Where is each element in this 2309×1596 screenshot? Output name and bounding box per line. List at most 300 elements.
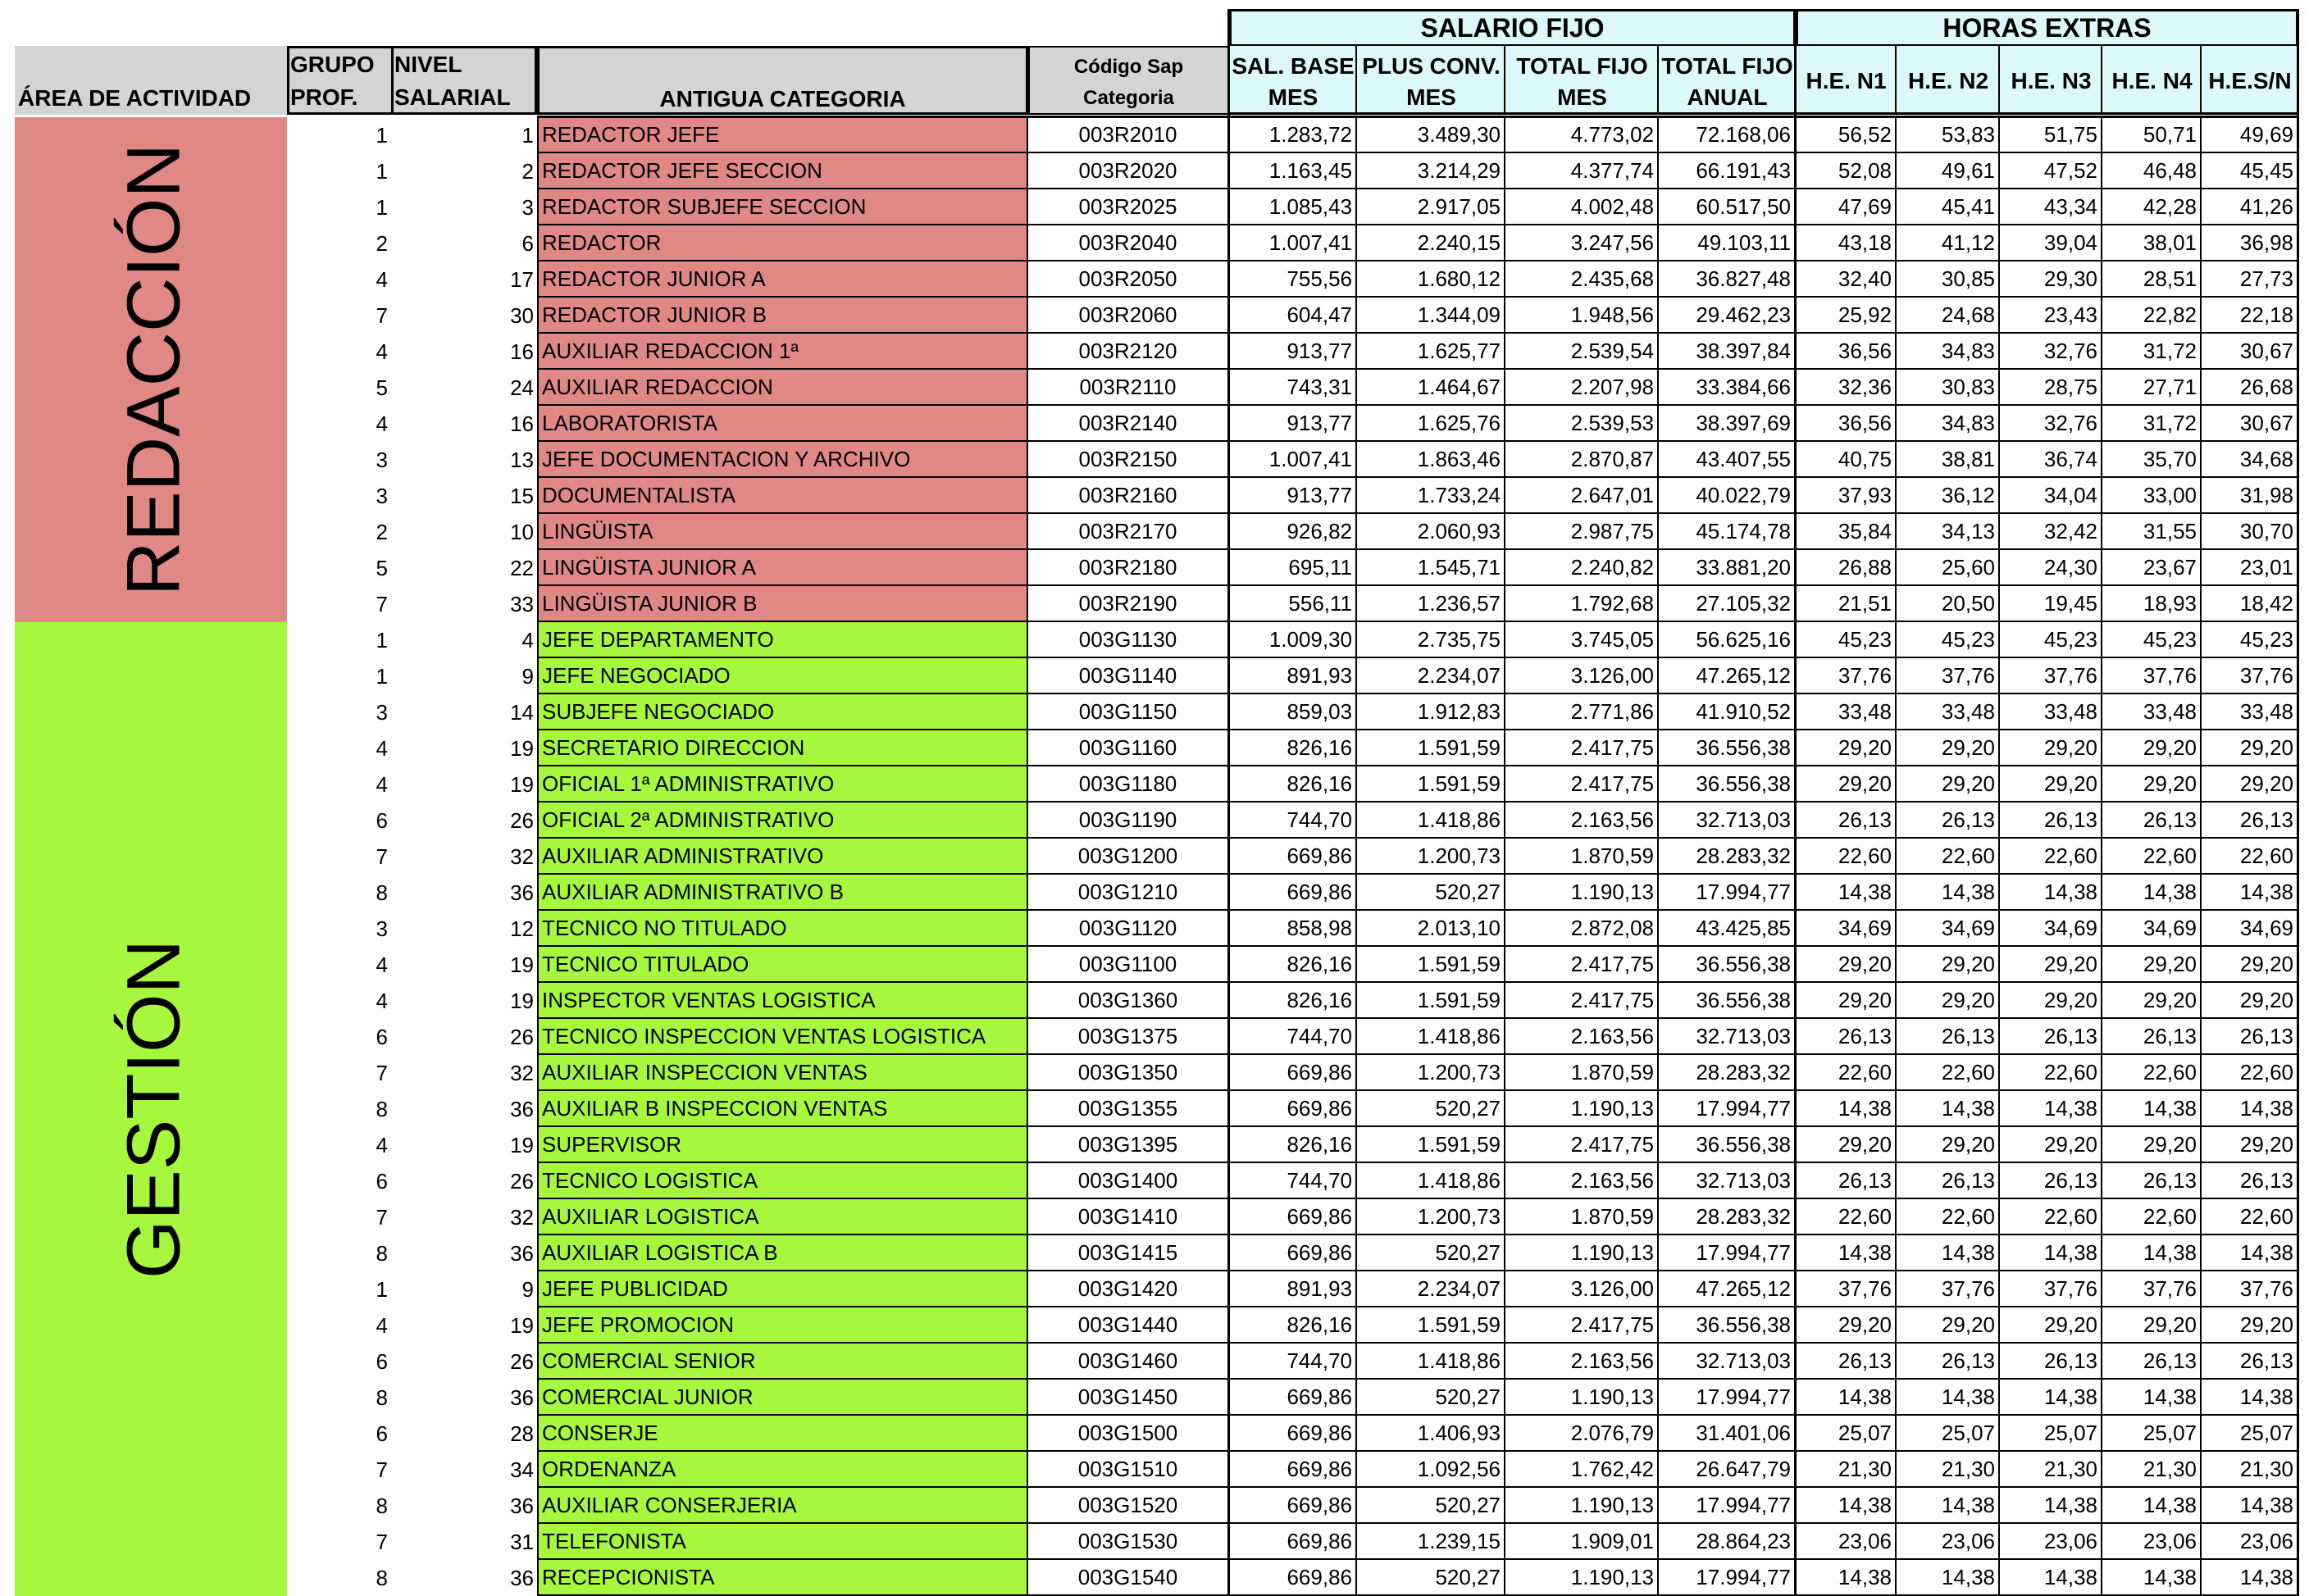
table-cell: 26 (510, 1349, 534, 1374)
table-cell: 32 (510, 1061, 534, 1085)
table-cell: 2.417,75 (1505, 1307, 1659, 1344)
table-cell: 36 (510, 1494, 534, 1518)
table-cell: 29,20 (1796, 947, 1897, 983)
table-cell: 34,69 (2000, 911, 2102, 947)
table-cell: 56,52 (1796, 117, 1897, 153)
table-cell: 33 (510, 592, 534, 616)
table-cell: 669,86 (1229, 1199, 1357, 1235)
table-cell: REDACTOR JUNIOR A (537, 261, 1028, 298)
table-cell: 1.591,59 (1357, 947, 1505, 983)
table-cell: 14,38 (1897, 1091, 2000, 1127)
table-cell: 1.406,93 (1357, 1416, 1505, 1452)
table-cell: 36 (510, 1097, 534, 1121)
table-cell: 6 (376, 808, 388, 833)
table-cell: 33,48 (2000, 694, 2102, 730)
table-cell: 31,98 (2202, 478, 2298, 514)
table-cell: 10 (510, 520, 534, 544)
table-cell: 29,20 (2000, 947, 2102, 983)
table-cell: 520,27 (1357, 1091, 1505, 1127)
table-cell: 25,07 (1796, 1416, 1897, 1452)
table-cell: 49,61 (1897, 153, 2000, 189)
table-cell: 913,77 (1229, 406, 1357, 442)
table-cell: 36.556,38 (1659, 1127, 1796, 1163)
table-cell: 4.773,02 (1505, 117, 1659, 153)
table-cell: 14,38 (1796, 1380, 1897, 1416)
table-cell: 22,60 (2202, 1055, 2298, 1091)
table-cell: 27,71 (2102, 370, 2202, 406)
table-cell: 003G1530 (1028, 1524, 1229, 1560)
table-cell: 2.539,53 (1505, 406, 1659, 442)
table-cell: 36 (510, 1566, 534, 1590)
table-cell: 003G1460 (1028, 1344, 1229, 1380)
table-cell: 1.625,76 (1357, 406, 1505, 442)
table-cell: 17 (510, 267, 534, 292)
table-cell: 22,60 (1897, 1055, 2000, 1091)
table-cell: 25,07 (1897, 1416, 2000, 1452)
table-cell: 28,75 (2000, 370, 2102, 406)
table-cell: 22,60 (2102, 1055, 2202, 1091)
table-cell: 30,67 (2202, 406, 2298, 442)
table-cell: 3.214,29 (1357, 153, 1505, 189)
table-cell: 25,07 (2202, 1416, 2298, 1452)
table-cell: 1 (376, 664, 388, 689)
table-cell: 29,20 (2000, 766, 2102, 803)
table-cell: 33,00 (2102, 478, 2202, 514)
table-cell: 003R2020 (1028, 153, 1229, 189)
table-cell: 37,76 (2102, 658, 2202, 694)
table-cell: 003G1200 (1028, 839, 1229, 875)
table-cell: 17.994,77 (1659, 1488, 1796, 1524)
table-cell: 14,38 (1897, 875, 2000, 911)
table-cell: 30,85 (1897, 261, 2000, 298)
table-cell: 36.556,38 (1659, 1307, 1796, 1344)
table-cell: 26,13 (2102, 1344, 2202, 1380)
table-cell: 49,69 (2202, 117, 2298, 153)
table-cell: 7 (376, 844, 388, 869)
table-cell: 29,20 (2202, 1307, 2298, 1344)
table-cell: 22,60 (1796, 1199, 1897, 1235)
table-cell: 34,69 (1897, 911, 2000, 947)
table-cell: 891,93 (1229, 1271, 1357, 1307)
table-cell: 4 (376, 736, 388, 761)
plus-conv-header-2: MES (1406, 84, 1456, 110)
table-cell: 13 (510, 448, 534, 472)
table-cell: 43,34 (2000, 189, 2102, 225)
table-cell: 2.417,75 (1505, 730, 1659, 766)
table-cell: 26,13 (2102, 1019, 2202, 1055)
table-cell: 19 (510, 953, 534, 977)
table-cell: 37,76 (1796, 1271, 1897, 1307)
table-cell: 23,06 (1796, 1524, 1897, 1560)
table-cell: 36,56 (1796, 334, 1897, 370)
table-cell: 19 (510, 989, 534, 1013)
table-cell: 26,13 (1897, 1163, 2000, 1199)
table-cell: 2.013,10 (1357, 911, 1505, 947)
table-cell: 003G1520 (1028, 1488, 1229, 1524)
table-cell: 7 (376, 1530, 388, 1554)
table-cell: 5 (376, 556, 388, 580)
table-cell: 8 (376, 1494, 388, 1518)
table-cell: 003G1415 (1028, 1235, 1229, 1271)
table-cell: 5 (376, 375, 388, 400)
table-cell: 003G1140 (1028, 658, 1229, 694)
table-cell: 7 (376, 1061, 388, 1085)
table-cell: 14,38 (1897, 1488, 2000, 1524)
table-cell: 858,98 (1229, 911, 1357, 947)
table-cell: 14,38 (2202, 1380, 2298, 1416)
table-cell: 826,16 (1229, 730, 1357, 766)
table-cell: 3.745,05 (1505, 622, 1659, 658)
table-cell: 35,84 (1796, 514, 1897, 550)
table-cell: 1.200,73 (1357, 839, 1505, 875)
table-cell: 003R2190 (1028, 586, 1229, 622)
table-cell: AUXILIAR B INSPECCION VENTAS (537, 1091, 1028, 1127)
table-cell: 60.517,50 (1659, 189, 1796, 225)
table-cell: 1.625,77 (1357, 334, 1505, 370)
table-cell: 2.417,75 (1505, 983, 1659, 1019)
table-cell: 604,47 (1229, 298, 1357, 334)
table-cell: REDACTOR JUNIOR B (537, 298, 1028, 334)
table-cell: 34 (510, 1457, 534, 1482)
table-cell: 19 (510, 736, 534, 761)
table-cell: AUXILIAR LOGISTICA B (537, 1235, 1028, 1271)
table-cell: 22,82 (2102, 298, 2202, 334)
grupo-header-2: PROF. (290, 84, 358, 110)
table-cell: 22,18 (2202, 298, 2298, 334)
table-cell: 2.417,75 (1505, 947, 1659, 983)
table-cell: 39,04 (2000, 225, 2102, 261)
table-cell: 14,38 (1796, 1488, 1897, 1524)
table-cell: 22,60 (2000, 839, 2102, 875)
table-cell: 003R2110 (1028, 370, 1229, 406)
table-cell: 3 (376, 448, 388, 472)
table-cell: 1.870,59 (1505, 1055, 1659, 1091)
table-cell: 003R2050 (1028, 261, 1229, 298)
table-cell: 14,38 (1796, 1235, 1897, 1271)
table-cell: 34,04 (2000, 478, 2102, 514)
table-cell: 2.240,82 (1505, 550, 1659, 586)
table-cell: 33,48 (2102, 694, 2202, 730)
table-cell: 19,45 (2000, 586, 2102, 622)
table-cell: 45,23 (2202, 622, 2298, 658)
table-cell: 14,38 (2000, 1091, 2102, 1127)
table-cell: 7 (376, 303, 388, 328)
table-cell: 29,20 (2202, 1127, 2298, 1163)
table-cell: 37,76 (1796, 658, 1897, 694)
table-cell: 1.870,59 (1505, 839, 1659, 875)
table-cell: 46,48 (2102, 153, 2202, 189)
table-cell: 744,70 (1229, 803, 1357, 839)
table-cell: 859,03 (1229, 694, 1357, 730)
table-cell: 003R2170 (1028, 514, 1229, 550)
table-cell: 22,60 (1897, 1199, 2000, 1235)
table-cell: 28.283,32 (1659, 839, 1796, 875)
table-cell: 22,60 (2102, 1199, 2202, 1235)
table-cell: 1.085,43 (1229, 189, 1357, 225)
table-cell: 29,20 (1897, 1127, 2000, 1163)
table-cell: 36,12 (1897, 478, 2000, 514)
table-cell: 14,38 (2000, 875, 2102, 911)
table-cell: 926,82 (1229, 514, 1357, 550)
table-cell: 14,38 (2000, 1380, 2102, 1416)
table-cell: 2 (376, 520, 388, 544)
table-cell: 669,86 (1229, 1235, 1357, 1271)
table-cell: INSPECTOR VENTAS LOGISTICA (537, 983, 1028, 1019)
table-cell: 29,20 (2000, 730, 2102, 766)
table-cell: TECNICO NO TITULADO (537, 911, 1028, 947)
table-cell: 45,41 (1897, 189, 2000, 225)
table-cell: 1 (376, 123, 388, 148)
table-cell: 669,86 (1229, 1560, 1357, 1596)
table-cell: 003G1130 (1028, 622, 1229, 658)
table-cell: 32,76 (2000, 406, 2102, 442)
table-cell: 520,27 (1357, 1560, 1505, 1596)
table-cell: 1.007,41 (1229, 225, 1357, 261)
table-cell: 1.912,83 (1357, 694, 1505, 730)
table-cell: 36.556,38 (1659, 983, 1796, 1019)
table-cell: CONSERJE (537, 1416, 1028, 1452)
table-cell: 2.163,56 (1505, 803, 1659, 839)
grupo-nivel-header-box (287, 46, 537, 115)
table-cell: 32.713,03 (1659, 1163, 1796, 1199)
grid-thick-vline (2297, 9, 2299, 1596)
categoria-header: ANTIGUA CATEGORIA (659, 86, 906, 111)
table-cell: 669,86 (1229, 1416, 1357, 1452)
table-cell: 14,38 (1796, 875, 1897, 911)
table-cell: 14,38 (2000, 1488, 2102, 1524)
category-header-box (537, 46, 1028, 115)
table-cell: 669,86 (1229, 1055, 1357, 1091)
table-cell: 1 (521, 123, 534, 148)
table-cell: 42,28 (2102, 189, 2202, 225)
table-cell: 37,93 (1796, 478, 1897, 514)
table-cell: 28.864,23 (1659, 1524, 1796, 1560)
area-label-1: GESTIÓN (112, 939, 196, 1280)
table-cell: 26,13 (1796, 1163, 1897, 1199)
table-cell: 36.556,38 (1659, 730, 1796, 766)
grupo-nivel-separator (391, 46, 394, 115)
table-cell: 4 (376, 267, 388, 292)
total-mes-header-1: TOTAL FIJO (1516, 53, 1648, 79)
table-cell: AUXILIAR REDACCION 1ª (537, 334, 1028, 370)
table-cell: 3 (376, 700, 388, 725)
table-cell: 14,38 (2102, 1235, 2202, 1271)
table-cell: 24,68 (1897, 298, 2000, 334)
table-cell: 29,20 (2102, 947, 2202, 983)
nivel-header-2: SALARIAL (394, 84, 511, 110)
table-cell: AUXILIAR LOGISTICA (537, 1199, 1028, 1235)
table-cell: 21,51 (1796, 586, 1897, 622)
group-header-salario-fijo: SALARIO FIJO (1229, 9, 1796, 46)
table-cell: 2.234,07 (1357, 658, 1505, 694)
grupo-header-1: GRUPO (290, 52, 375, 77)
table-cell: 24 (510, 375, 534, 400)
table-cell: 669,86 (1229, 1091, 1357, 1127)
table-cell: 17.994,77 (1659, 1091, 1796, 1127)
table-cell: 29,20 (1796, 766, 1897, 803)
table-cell: 37,76 (2102, 1271, 2202, 1307)
table-cell: 27,73 (2202, 261, 2298, 298)
grid-top-line (537, 116, 2298, 118)
table-cell: 29,20 (2202, 730, 2298, 766)
area-header: ÁREA DE ACTIVIDAD (18, 85, 252, 111)
table-cell: 21,30 (2102, 1452, 2202, 1488)
table-cell: 14,38 (1897, 1235, 2000, 1271)
table-cell: 23,06 (2000, 1524, 2102, 1560)
table-cell: LINGÜISTA (537, 514, 1028, 550)
table-cell: 3 (521, 195, 534, 220)
table-cell: 1.200,73 (1357, 1199, 1505, 1235)
table-cell: 4 (376, 412, 388, 436)
table-cell: 36,98 (2202, 225, 2298, 261)
table-cell: 8 (376, 1566, 388, 1590)
table-cell: 3.126,00 (1505, 1271, 1659, 1307)
table-cell: 33.881,20 (1659, 550, 1796, 586)
table-cell: 003G1450 (1028, 1380, 1229, 1416)
table-cell: 2.771,86 (1505, 694, 1659, 730)
table-cell: 29,20 (2000, 983, 2102, 1019)
table-cell: AUXILIAR ADMINISTRATIVO (537, 839, 1028, 875)
codigo-header-1: Código Sap (1073, 56, 1184, 78)
table-cell: 003G1400 (1028, 1163, 1229, 1199)
table-cell: 43.407,55 (1659, 442, 1796, 478)
table-cell: 4 (521, 628, 534, 652)
table-cell: 1.909,01 (1505, 1524, 1659, 1560)
table-cell: TECNICO INSPECCION VENTAS LOGISTICA (537, 1019, 1028, 1055)
table-cell: 72.168,06 (1659, 117, 1796, 153)
table-cell: 913,77 (1229, 334, 1357, 370)
table-cell: REDACTOR JEFE (537, 117, 1028, 153)
table-cell: 003R2180 (1028, 550, 1229, 586)
table-cell: 25,60 (1897, 550, 2000, 586)
table-cell: 14,38 (2000, 1560, 2102, 1596)
table-cell: 25,92 (1796, 298, 1897, 334)
table-cell: 24,30 (2000, 550, 2102, 586)
table-cell: 21,30 (1796, 1452, 1897, 1488)
table-cell: 1.591,59 (1357, 730, 1505, 766)
table-cell: 21,30 (1897, 1452, 2000, 1488)
table-cell: 4 (376, 772, 388, 797)
table-cell: 1.680,12 (1357, 261, 1505, 298)
table-cell: 4 (376, 989, 388, 1013)
table-cell: 003G1500 (1028, 1416, 1229, 1452)
table-cell: 26,13 (1897, 803, 2000, 839)
table-cell: 8 (376, 880, 388, 905)
table-cell: 520,27 (1357, 1380, 1505, 1416)
table-cell: 29,20 (2000, 1127, 2102, 1163)
table-cell: 47.265,12 (1659, 1271, 1796, 1307)
table-cell: 38,01 (2102, 225, 2202, 261)
header-he2: H.E. N2 (1907, 67, 1989, 93)
table-cell: 34,13 (1897, 514, 2000, 550)
table-cell: 4 (376, 1313, 388, 1338)
table-cell: 38,81 (1897, 442, 2000, 478)
table-cell: 36 (510, 1241, 534, 1266)
table-cell: 15 (510, 484, 534, 508)
table-cell: 23,67 (2102, 550, 2202, 586)
table-cell: 2.060,93 (1357, 514, 1505, 550)
table-cell: 003R2025 (1028, 189, 1229, 225)
table-cell: 22,60 (2000, 1199, 2102, 1235)
table-cell: 669,86 (1229, 1452, 1357, 1488)
table-cell: 23,43 (2000, 298, 2102, 334)
table-cell: 755,56 (1229, 261, 1357, 298)
table-cell: 29.462,23 (1659, 298, 1796, 334)
table-cell: 31,72 (2102, 406, 2202, 442)
table-cell: 669,86 (1229, 1380, 1357, 1416)
table-cell: 26,13 (1796, 1019, 1897, 1055)
table-cell: 37,76 (2000, 1271, 2102, 1307)
table-cell: 6 (521, 231, 534, 256)
table-cell: 14,38 (2102, 1380, 2202, 1416)
table-cell: 1.200,73 (1357, 1055, 1505, 1091)
table-cell: 1.733,24 (1357, 478, 1505, 514)
table-cell: 34,69 (2102, 911, 2202, 947)
table-cell: 669,86 (1229, 839, 1357, 875)
table-cell: 32 (510, 844, 534, 869)
table-cell: 744,70 (1229, 1019, 1357, 1055)
table-cell: 1 (376, 195, 388, 220)
table-cell: 19 (510, 1133, 534, 1157)
table-cell: 2 (521, 159, 534, 184)
table-cell: 17.994,77 (1659, 1560, 1796, 1596)
table-cell: 2 (376, 231, 388, 256)
table-cell: 32,76 (2000, 334, 2102, 370)
table-cell: 29,20 (1897, 947, 2000, 983)
table-cell: 14,38 (2102, 875, 2202, 911)
table-cell: 1.009,30 (1229, 622, 1357, 658)
table-cell: 14 (510, 700, 534, 725)
table-cell: 003G1360 (1028, 983, 1229, 1019)
table-cell: 2.417,75 (1505, 1127, 1659, 1163)
table-cell: 1.545,71 (1357, 550, 1505, 586)
codigo-header-2: Categoria (1083, 87, 1174, 109)
table-cell: 14,38 (1897, 1560, 2000, 1596)
table-cell: 2.163,56 (1505, 1163, 1659, 1199)
table-cell: 14,38 (2102, 1560, 2202, 1596)
total-anual-header-2: ANUAL (1687, 84, 1768, 110)
table-cell: 14,38 (2202, 1488, 2298, 1524)
table-cell: 003R2140 (1028, 406, 1229, 442)
table-cell: 891,93 (1229, 658, 1357, 694)
table-cell: 669,86 (1229, 1488, 1357, 1524)
table-cell: 003R2150 (1028, 442, 1229, 478)
table-cell: 003R2060 (1028, 298, 1229, 334)
table-cell: COMERCIAL SENIOR (537, 1344, 1028, 1380)
table-cell: 31,55 (2102, 514, 2202, 550)
table-cell: JEFE PUBLICIDAD (537, 1271, 1028, 1307)
table-cell: LINGÜISTA JUNIOR B (537, 586, 1028, 622)
table-cell: 3 (376, 484, 388, 508)
table-cell: 003G1395 (1028, 1127, 1229, 1163)
table-cell: 23,06 (2102, 1524, 2202, 1560)
table-cell: 743,31 (1229, 370, 1357, 406)
table-cell: OFICIAL 1ª ADMINISTRATIVO (537, 766, 1028, 803)
table-cell: 26,68 (2202, 370, 2298, 406)
table-cell: 51,75 (2000, 117, 2102, 153)
table-cell: 1.418,86 (1357, 803, 1505, 839)
table-cell: 18,93 (2102, 586, 2202, 622)
table-cell: 2.234,07 (1357, 1271, 1505, 1307)
table-cell: 2.163,56 (1505, 1344, 1659, 1380)
table-cell: 29,20 (2102, 1307, 2202, 1344)
table-cell: 1.283,72 (1229, 117, 1357, 153)
table-cell: 003R2040 (1028, 225, 1229, 261)
table-cell: RECEPCIONISTA (537, 1560, 1028, 1596)
table-cell: 26,13 (1796, 1344, 1897, 1380)
table-cell: 26 (510, 808, 534, 833)
table-cell: 1 (376, 628, 388, 652)
